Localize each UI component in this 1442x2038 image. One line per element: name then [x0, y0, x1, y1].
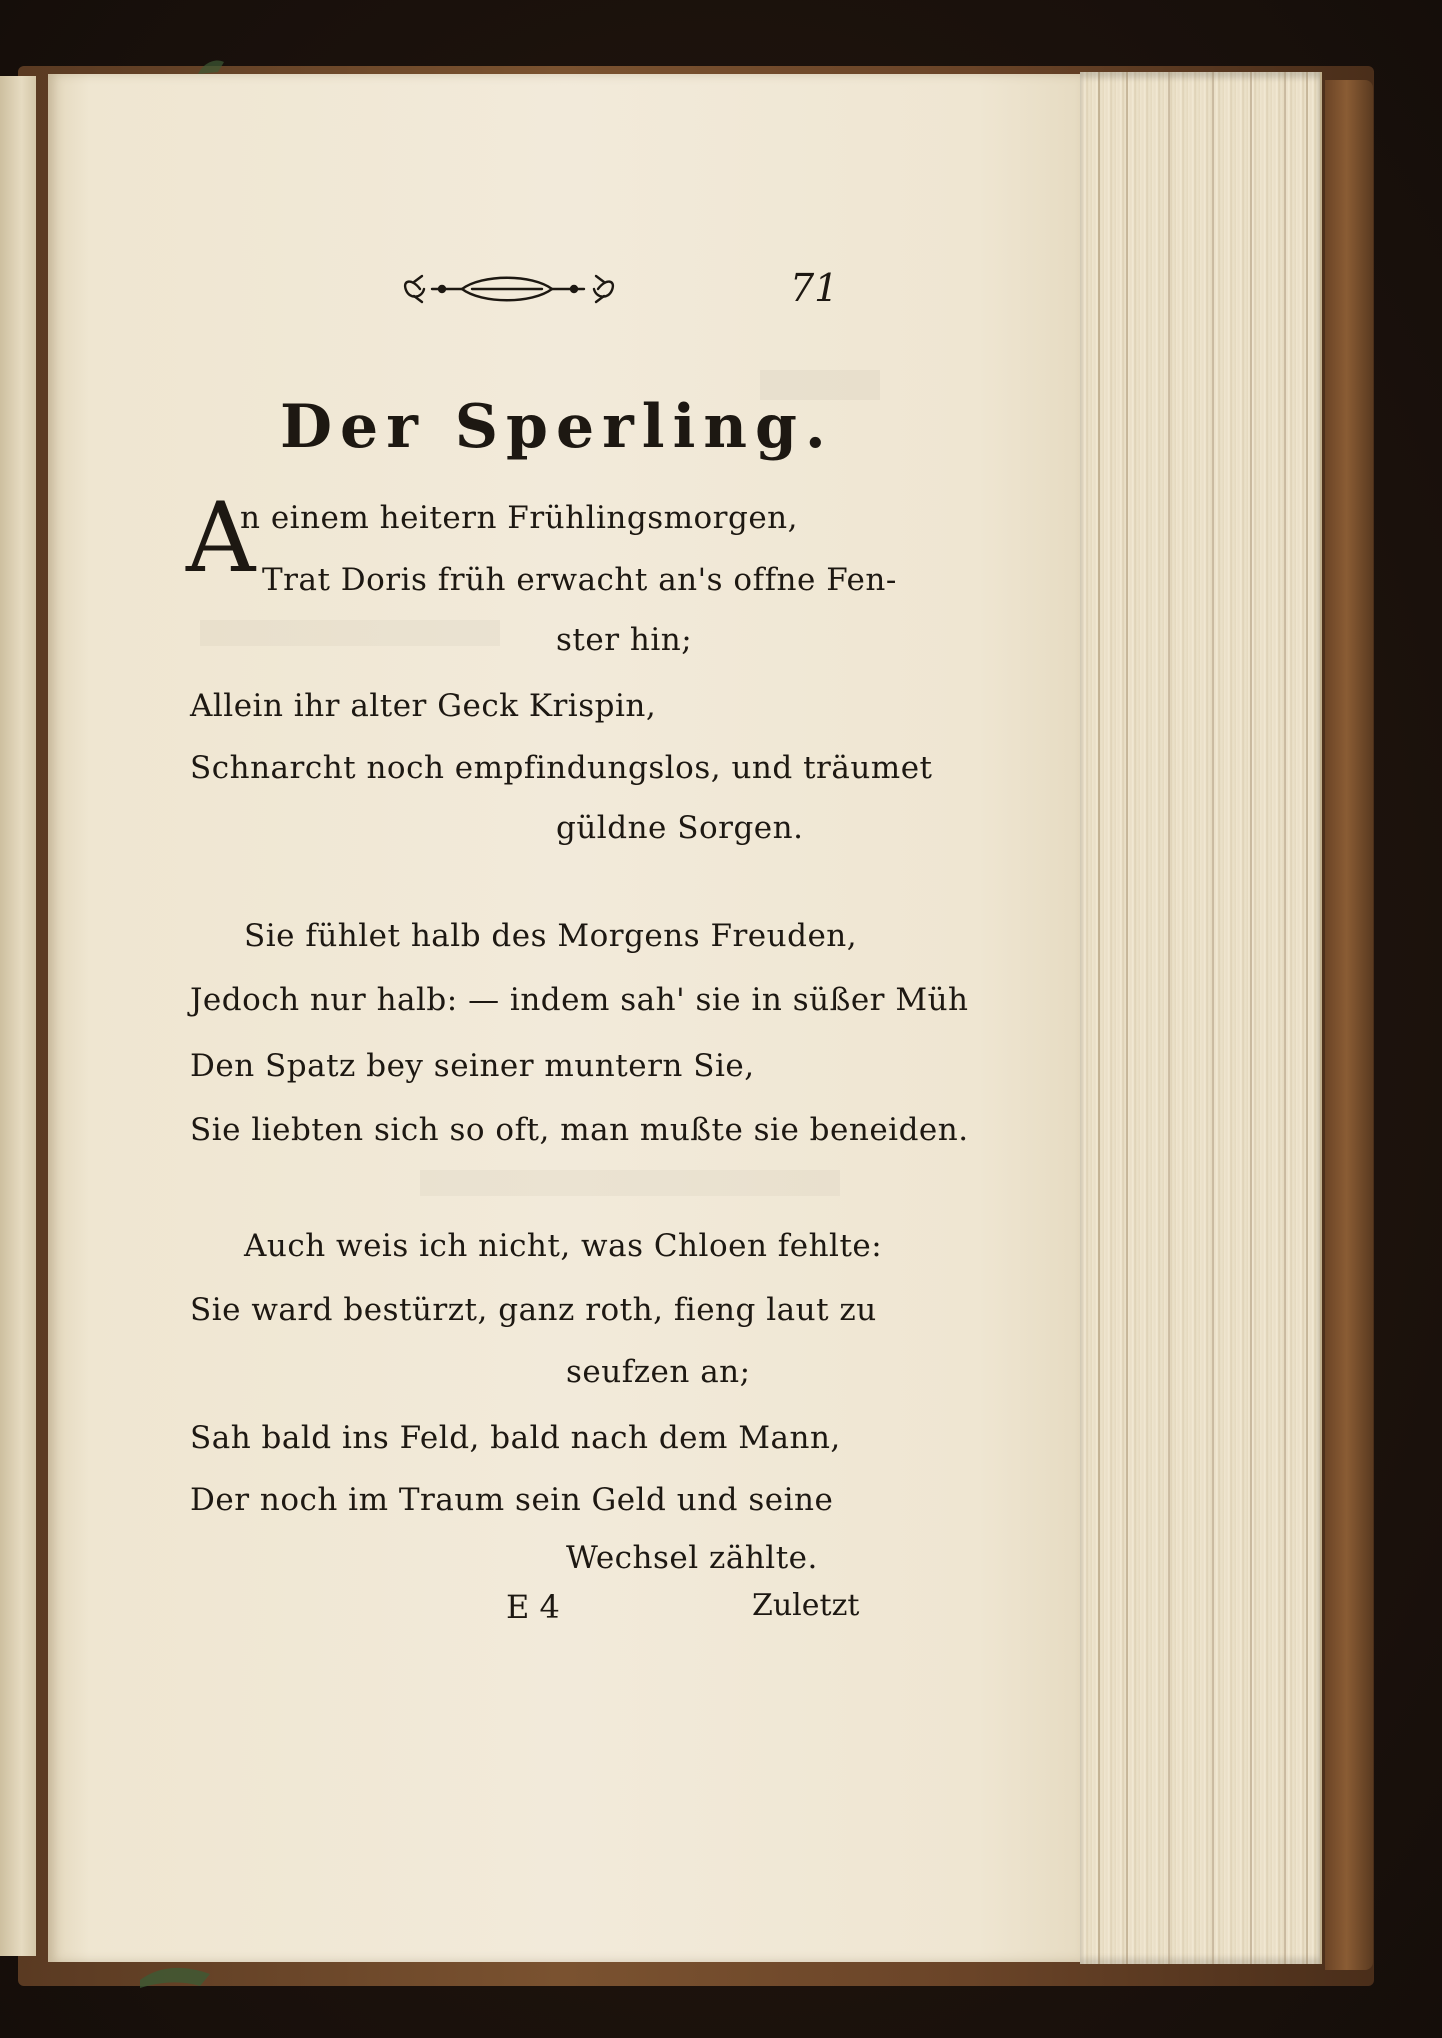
verse-line: Jedoch nur halb: — indem sah' sie in süßer Müh — [190, 982, 969, 1018]
verse-line: Sie fühlet halb des Morgens Freuden, — [244, 918, 858, 954]
verse-line: seufzen an; — [566, 1354, 751, 1390]
signature-mark: E 4 — [506, 1588, 560, 1626]
verse-line: Sie liebten sich so oft, man mußte sie beneiden. — [190, 1112, 969, 1148]
verse-line: Allein ihr alter Geck Krispin, — [190, 688, 657, 724]
verse-line: Wechsel zählte. — [566, 1540, 818, 1576]
verse-line: Sah bald ins Feld, bald nach dem Mann, — [190, 1420, 841, 1456]
binding-clasp-icon — [140, 1960, 220, 1990]
left-page-edge — [0, 76, 36, 1956]
verse-line: Trat Doris früh erwacht an's offne Fen- — [262, 562, 897, 598]
book-page — [48, 74, 1080, 1962]
verse-line: Sie ward bestürzt, ganz roth, fieng laut zu — [190, 1292, 877, 1328]
headpiece-ornament-icon — [402, 264, 616, 314]
verse-line: n einem heitern Frühlingsmorgen, — [240, 500, 799, 536]
page-block-edges — [1080, 72, 1322, 1964]
bleed-through-mark — [200, 620, 500, 646]
page-number: 71 — [790, 266, 839, 310]
poem-title: Der Sperling. — [280, 392, 834, 462]
verse-line: Den Spatz bey seiner muntern Sie, — [190, 1048, 755, 1084]
binding-clasp-icon — [196, 56, 226, 76]
verse-line: Der noch im Traum sein Geld und seine — [190, 1482, 834, 1518]
verse-line: güldne Sorgen. — [556, 810, 804, 846]
verse-line: Schnarcht noch empfindungslos, und träumet — [190, 750, 933, 786]
drop-capital: A — [186, 482, 256, 594]
bleed-through-mark — [420, 1170, 840, 1196]
catchword: Zuletzt — [752, 1588, 860, 1623]
verse-line: Auch weis ich nicht, was Chloen fehlte: — [244, 1228, 883, 1264]
book-spine-edge — [1325, 80, 1373, 1970]
verse-line: ster hin; — [556, 622, 693, 658]
